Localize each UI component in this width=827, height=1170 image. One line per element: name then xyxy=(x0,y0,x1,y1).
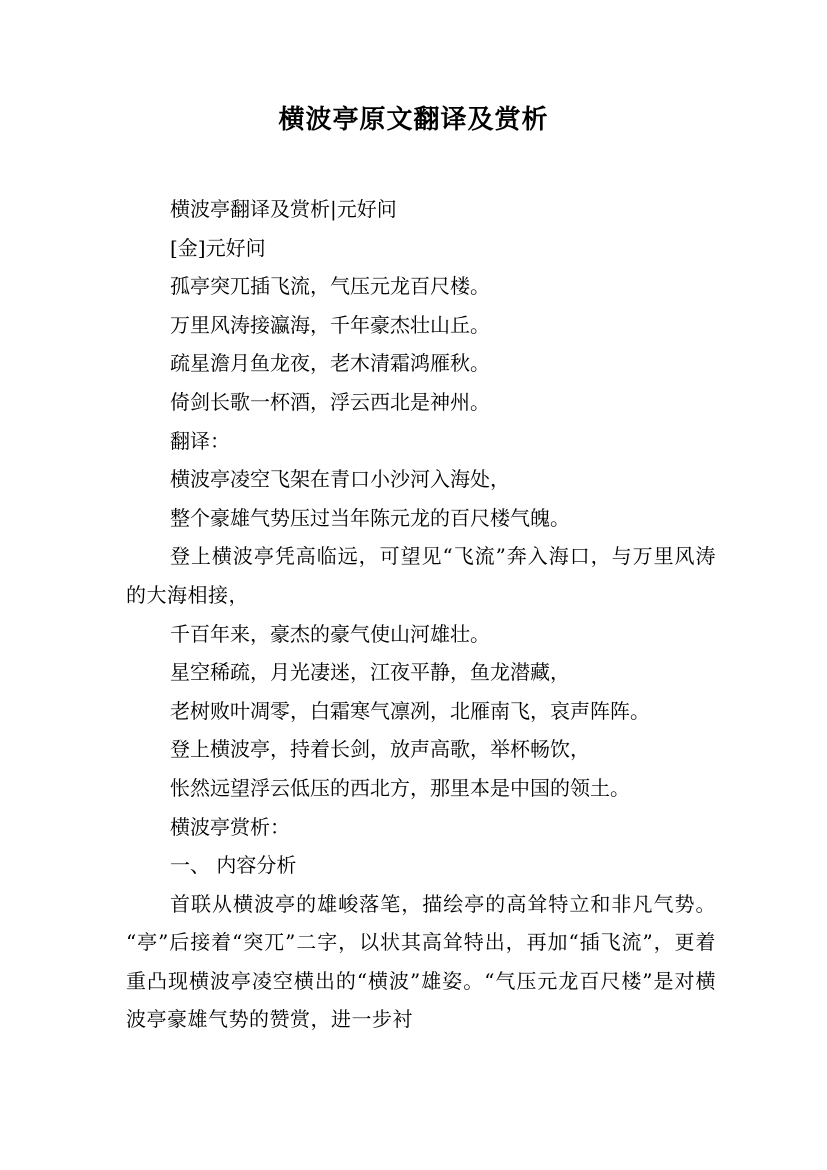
document-body xyxy=(126,190,716,1039)
translation-line-3: 登上横波亭凭高临远，可望见“飞流”奔入海口，与万里风涛的大海相接， xyxy=(126,544,716,607)
translation-line-5: 星空稀疏，月光凄迷，江夜平静，鱼龙潜藏， xyxy=(170,660,570,685)
translation-line-7: 登上横波亭，持着长剑，放声高歌，举杯畅饮， xyxy=(170,737,590,762)
paragraph-author: [金]元好问 xyxy=(170,235,266,260)
appreciation-heading: 横波亭赏析： xyxy=(170,814,290,839)
poem-line-1: 孤亭突兀插飞流，气压元龙百尺楼。 xyxy=(170,274,490,299)
document-title: 横波亭原文翻译及赏析 xyxy=(278,105,549,135)
analysis-paragraph: 首联从横波亭的雄峻落笔，描绘亭的高耸特立和非凡气势。 “亭”后接着“突兀”二字，以状其高耸特出，再加“插飞流”，更着重凸现横波亭凌空横出的“横波”雄姿。“气压元龙百尺楼”是对横波亭豪雄气势的赞赏，进一步衬 xyxy=(126,891,716,1032)
translation-line-4: 千百年来，豪杰的豪气使山河雄壮。 xyxy=(170,621,490,646)
translation-line-6: 老树败叶凋零，白霜寒气凛冽，北雁南飞，哀声阵阵。 xyxy=(170,698,650,723)
poem-line-4: 倚剑长歌一杯酒，浮云西北是神州。 xyxy=(170,389,490,414)
translation-line-1: 横波亭凌空飞架在青口小沙河入海处， xyxy=(170,467,510,492)
translation-heading: 翻译： xyxy=(170,428,230,453)
poem-line-2: 万里风涛接瀛海，千年豪杰壮山丘。 xyxy=(170,312,490,337)
section-heading-content-analysis: 一、 内容分析 xyxy=(170,853,297,878)
translation-line-8: 怅然远望浮云低压的西北方，那里本是中国的领土。 xyxy=(170,775,630,800)
poem-line-3: 疏星澹月鱼龙夜，老木清霜鸿雁秋。 xyxy=(170,351,490,376)
translation-line-2: 整个豪雄气势压过当年陈元龙的百尺楼气魄。 xyxy=(170,505,570,530)
paragraph-subtitle: 横波亭翻译及赏析|元好问 xyxy=(170,197,397,221)
